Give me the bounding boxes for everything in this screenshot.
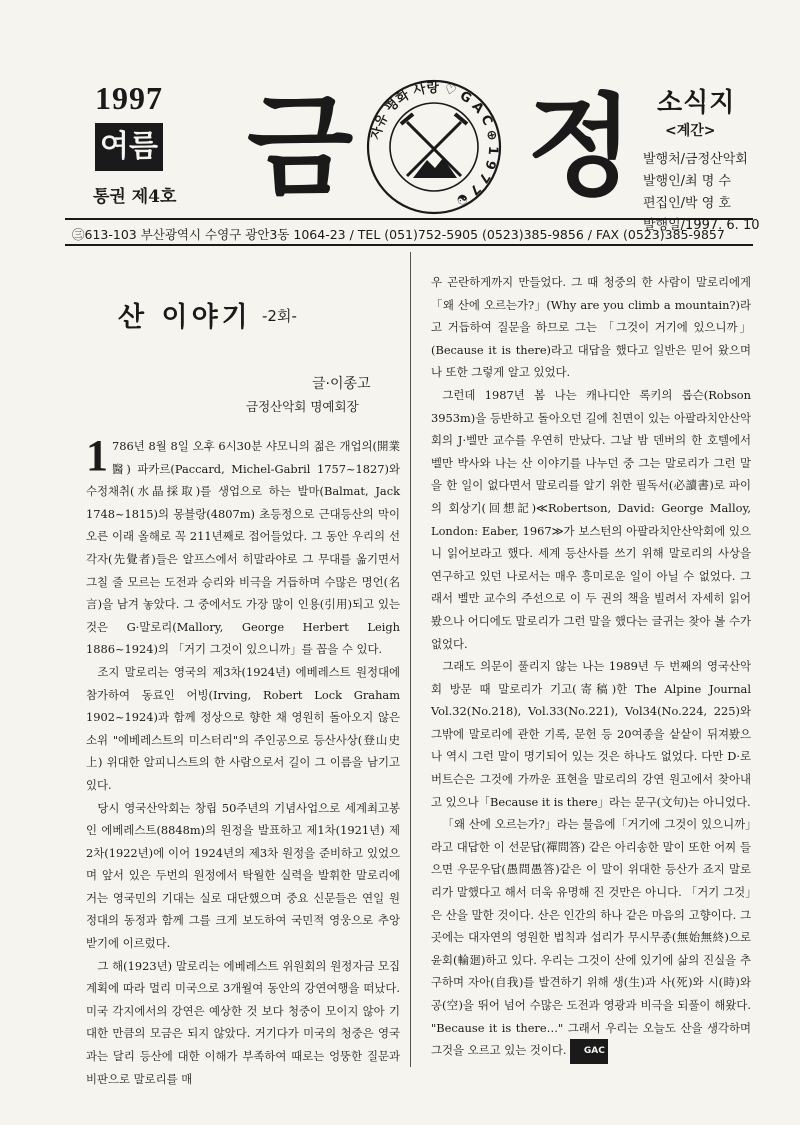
article-paragraph: 그런데 1987년 봄 나는 캐나디안 록키의 롭슨(Robson 3953m)을 등반하고 돌아오던 길에 친면이 있는 아팔라치안산악회의 J·벨만 교수를 우연히 만났다. 그날 밤 덴버의 한 호텔에서 벨만 박사와 나는 산 이야기를 나누던 중 그는 말로리가 그런 말을 한 일이 없다면서 말로리를 알기 위한 필독서(必讀書)로 파이의 회상기(回想記)≪Robertson, David: George Malloy, London: Eaber, 1967≫가 보스턴의 아팔라치안산악회에 있으니 읽어보라고 했다. 세계 등산사를 쓰기 위해 말로리의 사상을 연구하고 있던 나로서는 매우 흥미로운 일이 아닐 수 없었다. 그래서 벨만 교수의 주선으로 이 두 권의 책을 빌려서 자세히 읽어 봤으나 어디에도 말로리가 그런 말을 했다는 글귀는 찾아 볼 수가 없었다. (431, 387, 751, 651)
article-paragraph: 그래도 의문이 풀리지 않는 나는 1989년 두 번째의 영국산악회 방문 때 말로리가 기고(寄稿)한 The Alpine Journal Vol.32(No.218), Vol.33(No.221), Vol34(No.224, 225)와 그밖에 말로리에 관한 기록, 문헌 등 20여종을 샅샅이 뒤져봤으나 역시 그런 말이 명기되어 있는 것은 하나도 없었다. 다만 D·로버트슨은 그것에 가까운 표현을 말로리의 강연 원고에서 찾아내고 있으나「Because it is there」라는 문구(文句)는 아니었다. (431, 659, 751, 809)
article-paragraph: 1 786년 8월 8일 오후 6시30분 샤모니의 젊은 개업의(開業醫) 파카르(Paccard, Michel-Gabril 1757~1827)와 수정채취(水晶採取)를 생업으로 하는 발마(Balmat, Jack 1748~1815)의 몽블랑(4807m) 초등정으로 근대등산의 막이 오른 이래 올해로 꼭 211년째로 접어들었다. 그 동안 우리의 선각자(先覺者)들은 알프스에서 히말라야로 그 무대를 옮기면서 그칠 줄 모르는 도전과 승리와 비극을 거듭하며 수많은 명언(名言)을 남겨 놓았다. 그 중에서도 가장 많이 인용(引用)되고 있는 것은 G·말로리(Mallory, George Herbert Leigh 1886~1924)의 「거기 그것이 있으니까」를 꼽을 수 있다. (86, 431, 400, 657)
crossed-ice-axes-icon (401, 114, 467, 176)
article-paragraph: 우 곤란하게까지 만들었다. 그 때 청중의 한 사람이 말로리에게 「왜 산에 오르는가?」(Why are you climb a mountain?)라고 거듭하여 질문을 하므로 그는 「그것이 거기에 있으니까」(Because it is there)라고 대답을 했다고 일반은 믿어 왔으며 나 또한 그렇게 알고 있었다. (431, 275, 751, 380)
issue-year: 1997 (95, 80, 163, 116)
mountain-icon (413, 158, 457, 178)
newsletter-label: 소식지 (657, 88, 736, 118)
emblem-seal-icon (365, 78, 503, 216)
masthead-title-left: 금 (247, 83, 354, 211)
publisher-info: 발행처/금정산악회 (643, 152, 748, 167)
article-paragraph: 그 해(1923년) 말로리는 에베레스트 위원회의 원정자금 모집계획에 따라 멀리 미국으로 3개월여 동안의 강연여행을 떠났다. 미국 각지에서의 강연은 예상한 것 보다 청중이 모이지 않아 기대한 만큼의 모금은 되지 않았다. 거기다가 미국의 청중은 영국과는 달리 등산에 대한 이해가 부족하여 때로는 엉뚱한 질문과 비판으로 말로리를 매 (86, 958, 400, 1086)
drop-cap: 1 (86, 431, 108, 480)
header-rule-top (65, 218, 753, 220)
publish-date: 발행일/1997. 6. 10 (643, 218, 760, 233)
masthead-title-right: 정 (527, 83, 634, 211)
editor-name: 편집인/박 영 호 (643, 196, 731, 211)
article-paragraph: 당시 영국산악회는 창립 50주년의 기념사업으로 세계최고봉인 에베레스트(8848m)의 원정을 발표하고 제1차(1921년) 제2차(1922년)에 이어 1924년의 제3차 원정을 준비하고 있었으며 앞서 있은 두번의 원정에서 탁월한 실력을 발휘한 말로리에 거는 영국민의 기대는 실로 대단했으며 중요 신문들은 연일 원정대의 동정과 함께 그를 크게 보도하여 국민적 영웅으로 추앙 받기에 이르렀다. (86, 800, 400, 951)
article-column-right (431, 271, 751, 1064)
article-paragraph: 「왜 산에 오르는가?」라는 물음에「거기에 그것이 있으니까」라고 대답한 이 선문답(禪問答) 같은 아리송한 말이 또한 어찌 들으면 우문우답(愚問愚答)같은 이 말이 위대한 등산가 죠지 말로리가 말했다고 해서 더욱 유명해 진 것만은 아니다. 「거기 그것」은 산을 말한 것이다. 산은 인간의 하나 같은 마음의 고향이다. 그곳에는 대자연의 영원한 법칙과 섭리가 무시무종(無始無終)으로 윤회(輪廻)하고 있다. 우리는 그것이 산에 있기에 삶의 진실을 추구하며 자아(自我)를 발견하기 위해 생(生)과 사(死)와 시(時)와 공(空)을 뛰어 넘어 수많은 도전과 영광과 비극을 되풀이 해왔다. "Because it is there…" 그래서 우리는 오늘도 산을 생각하며 그것을 오르고 있는 것이다. GAC (431, 813, 751, 1064)
article-column-left (86, 431, 400, 1090)
masthead (65, 70, 760, 233)
article-author: 글·이종고 (312, 376, 371, 392)
gac-end-mark: GAC (570, 1039, 608, 1064)
author-affiliation: 금정산악회 명예회장 (246, 399, 359, 414)
article-title: 산 이야기 (118, 302, 252, 333)
issue-season-badge: 여름 (95, 123, 163, 171)
issue-number: 통권 제4호 (93, 187, 177, 207)
column-divider (410, 252, 411, 1067)
publisher-name: 발행인/최 명 수 (643, 174, 731, 189)
article-paragraph: 조지 말로리는 영국의 제3차(1924년) 에베레스트 원정대에 참가하여 동료인 어빙(Irving, Robert Lock Graham 1902~1924)과 함께 정상으로 향한 채 영원히 돌아오지 않은 소위 "에베레스트의 미스터리"의 주인공으로 등산사상(登山史上) 위대한 알피니스트의 한 사람으로서 길이 그 이름을 남기고 있다. (86, 664, 400, 792)
frequency-label: <계간> (665, 123, 716, 139)
article-episode: -2회- (262, 307, 297, 325)
contact-address: ㊂613-103 부산광역시 수영구 광안3동 1064-23 / TEL (051)752-5905 (0523)385-9856 / FAX (0523)385-9857 (72, 227, 725, 242)
emblem-ring-text: 자유 평화 사랑 ♡ G A C ⊕ 1 9 7 7 ☯ (368, 80, 501, 208)
header-rule-bottom (65, 244, 753, 246)
